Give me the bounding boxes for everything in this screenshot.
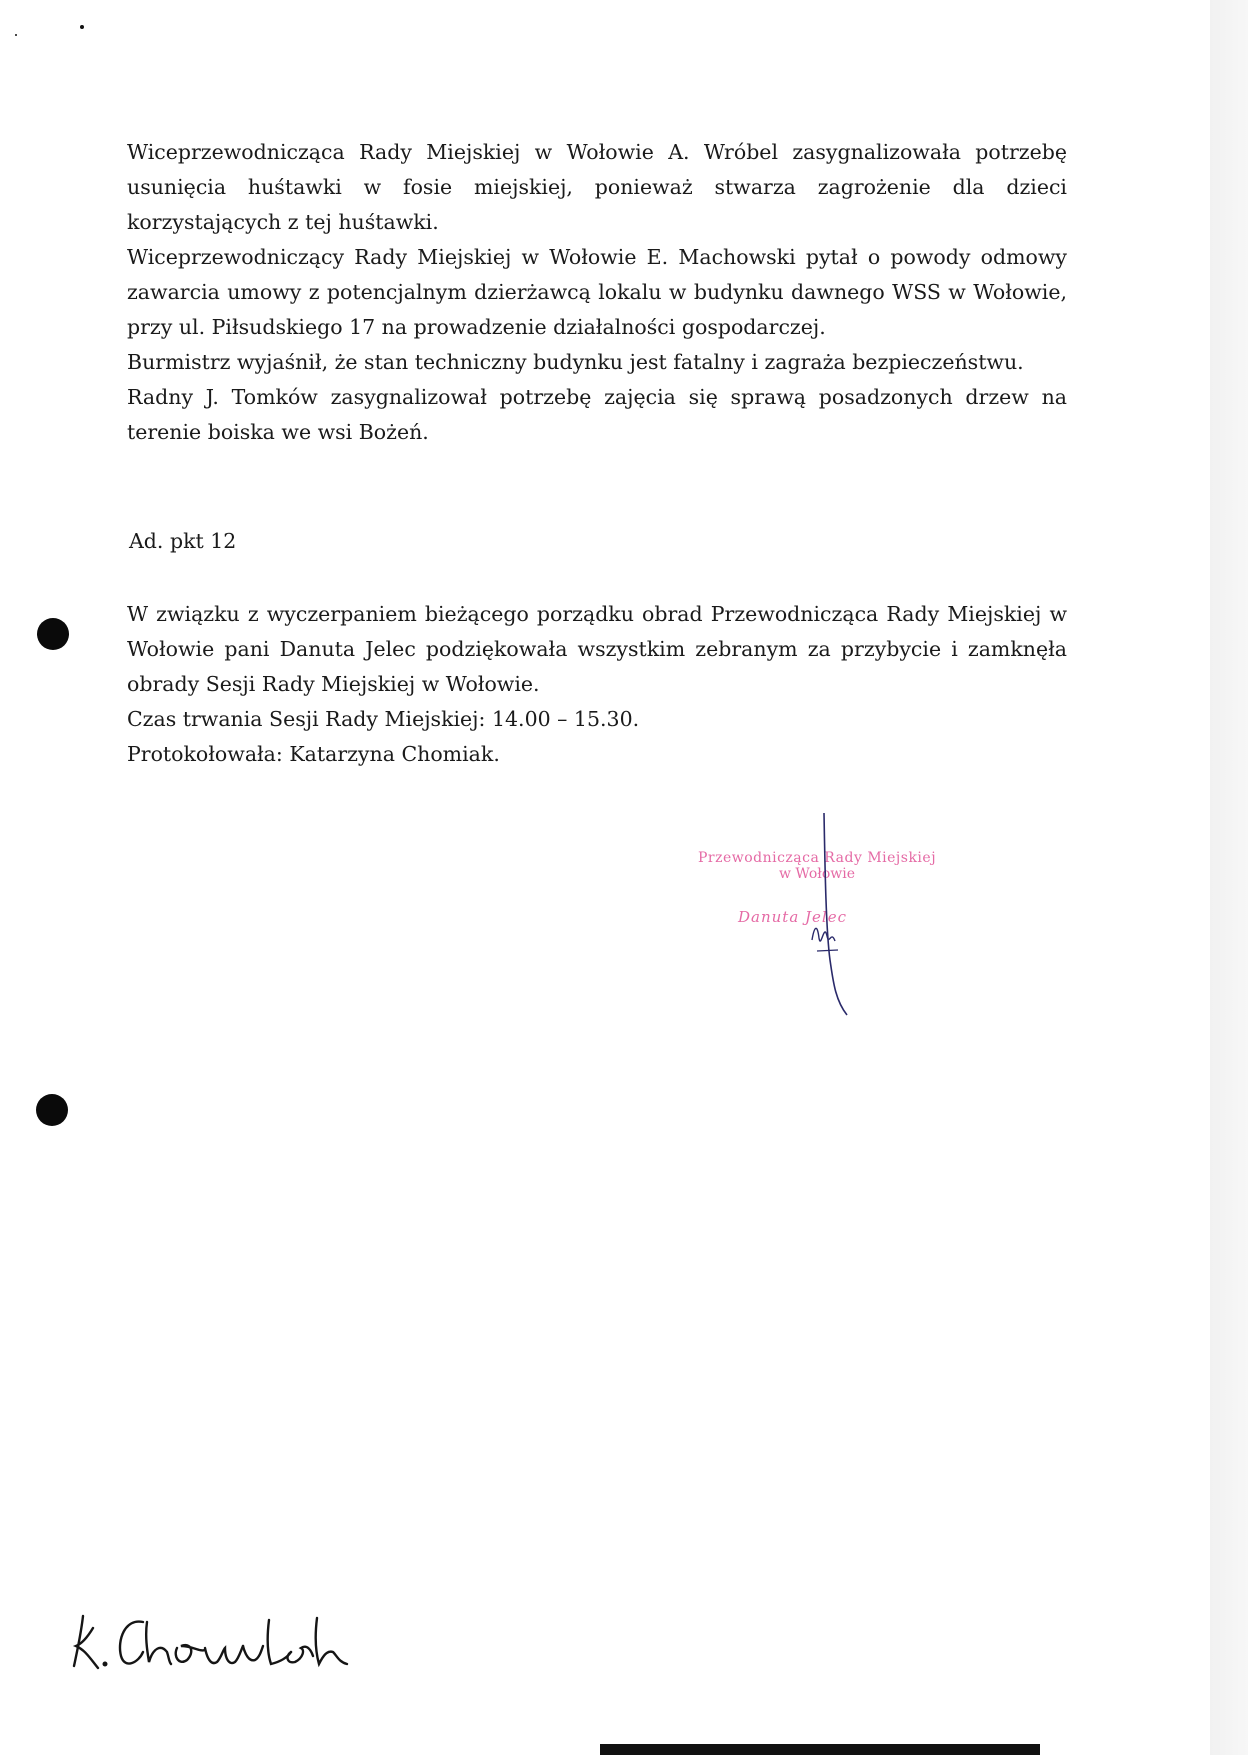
paragraph-burmistrz: Burmistrz wyjaśnił, że stan techniczny budynku jest fatalny i zagraża bezpieczeństwu.	[127, 350, 1024, 374]
bottom-paragraphs	[127, 597, 1067, 772]
paragraph-duration: Czas trwania Sesji Rady Miejskiej: 14.00 – 15.30.	[127, 707, 640, 731]
paragraph-machowski: Wiceprzewodniczący Rady Miejskiej w Wołowie E. Machowski pytał o powody odmowy zawarcia umowy z potencjalnym dzierżawcą lokalu w budynku dawnego WSS w Wołowie, przy ul. Piłsudskiego 17 na prowadzenie działalności gospodarczej.	[127, 245, 1067, 339]
stamp-name: Danuta Jelec	[738, 908, 847, 926]
stamp-location: w Wołowie	[778, 866, 855, 882]
punch-hole	[37, 618, 69, 650]
scan-edge	[1210, 0, 1248, 1755]
section-heading: Ad. pkt 12	[129, 529, 237, 553]
punch-hole	[36, 1094, 68, 1126]
scan-speck	[80, 25, 84, 29]
paragraph-closing: W związku z wyczerpaniem bieżącego porządku obrad Przewodnicząca Rady Miejskiej w Wołowie pani Danuta Jelec podziękowała wszystkim zebranym za przybycie i zamknęła obrady Sesji Rady Miejskiej w Wołowie.	[127, 602, 1067, 696]
scan-speck	[15, 34, 17, 36]
scan-bottom-edge	[600, 1744, 1040, 1755]
paragraph-protocol: Protokołowała: Katarzyna Chomiak.	[127, 742, 500, 766]
stamp-title: Przewodnicząca Rady Miejskiej	[697, 850, 937, 866]
recorder-signature	[65, 1600, 365, 1680]
top-paragraphs	[127, 135, 1067, 450]
paragraph-wrobel: Wiceprzewodnicząca Rady Miejskiej w Wołowie A. Wróbel zasygnalizowała potrzebę usunięcia huśtawki w fosie miejskiej, ponieważ stwarza zagrożenie dla dzieci korzystających z tej huśtawki.	[127, 140, 1067, 234]
paragraph-tomkow: Radny J. Tomków zasygnalizował potrzebę zajęcia się sprawą posadzonych drzew na terenie boiska we wsi Bożeń.	[127, 385, 1067, 444]
chairperson-signature	[800, 810, 880, 1020]
